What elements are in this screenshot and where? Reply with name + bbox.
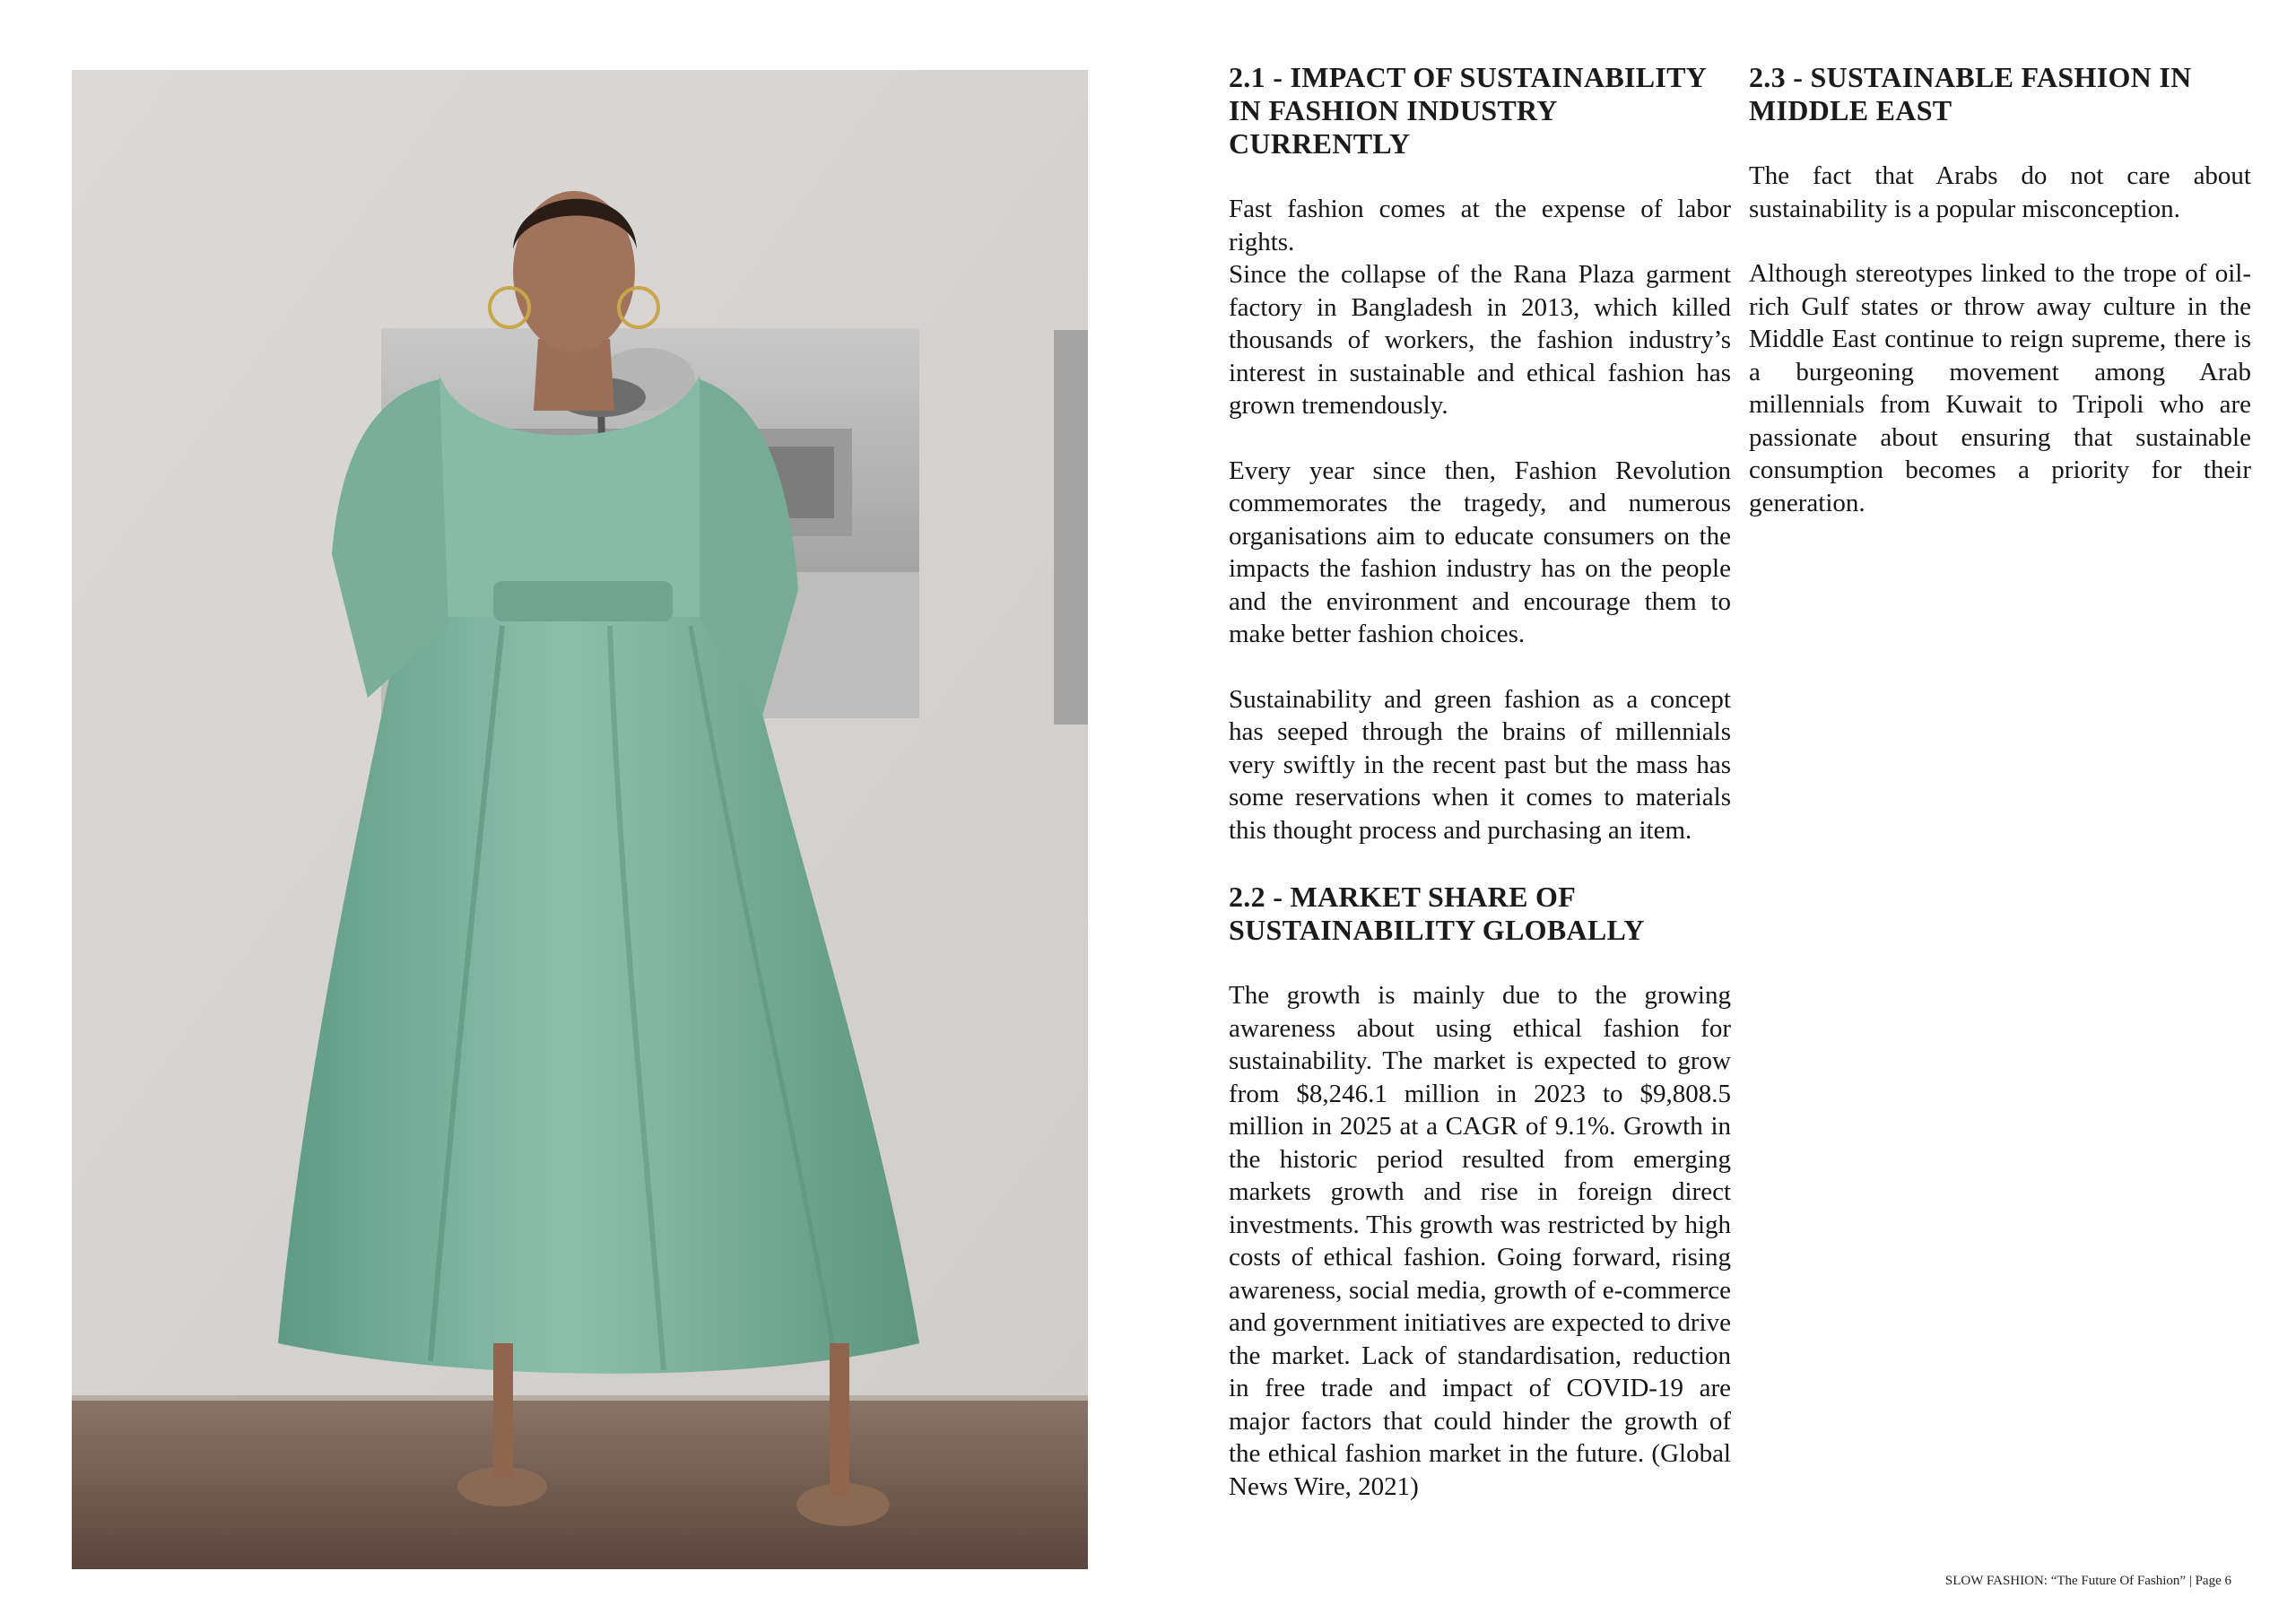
section-2-1-heading: 2.1 - IMPACT OF SUSTAINABILITY IN FASHION INDUSTRY CURRENTLY	[1229, 61, 1707, 160]
section-2-1-paragraph-3: Every year since then, Fashion Revolution commemorates the tragedy, and numerous organisations aim to educate consumers on the impacts the fashion industry has on the people and the environment and encourage them to make better fashion choices.	[1229, 456, 1731, 648]
text-column-left	[1229, 61, 1731, 1535]
section-2-3-heading: 2.3 - SUSTAINABLE FASHION IN MIDDLE EAST	[1749, 61, 2192, 126]
section-2-3-paragraph-1: The fact that Arabs do not care about sustainability is a popular misconception.	[1749, 161, 2251, 223]
page-footer: SLOW FASHION: “The Future Of Fashion” | Page 6	[1944, 1574, 2231, 1588]
waist-sash	[493, 581, 673, 621]
section-2-2-paragraph-1: The growth is mainly due to the growing awareness about using ethical fashion for sustainability. The market is expected to grow from $8,246.1 million in 2023 to $9,808.5 million in 2025 at a CAGR of 9.1%. Growth in the historic period resulted from emerging markets growth and rise in foreign direct investments. This growth was restricted by high costs of ethical fashion. Going forward, rising awareness, social media, growth of e-commerce and government initiatives are expected to drive the market. Lack of standardisation, reduction in free trade and impact of COVID-19 are major factors that could hinder the growth of the ethical fashion market in the future. (Global News Wire, 2021)	[1229, 981, 1731, 1501]
section-2-1-paragraph-4: Sustainability and green fashion as a concept has seeped through the brains of millennials very swiftly in the recent past but the mass has some reservations when it comes to materials this thought process and purchasing an item.	[1229, 684, 1731, 845]
fashion-model-photo	[72, 70, 1088, 1569]
text-column-right	[1749, 61, 2251, 551]
section-2-1-paragraph-1: Fast fashion comes at the expense of labor rights.	[1229, 195, 1731, 256]
section-2-3-paragraph-2: Although stereotypes linked to the trope of oil-rich Gulf states or throw away culture in the Middle East continue to reign supreme, there is a burgeoning movement among Arab millennials from Kuwait to Tripoli who are passionate about ensuring that sustainable consumption becomes a priority for their generation.	[1749, 259, 2251, 517]
section-2-1-paragraph-2: Since the collapse of the Rana Plaza garment factory in Bangladesh in 2013, which killed thousands of workers, the fashion industry’s interest in sustainable and ethical fashion has grown tremendously.	[1229, 260, 1731, 420]
section-2-2-heading: 2.2 - MARKET SHARE OF SUSTAINABILITY GLOBALLY	[1229, 881, 1645, 946]
photo-illustration	[72, 70, 1088, 1569]
